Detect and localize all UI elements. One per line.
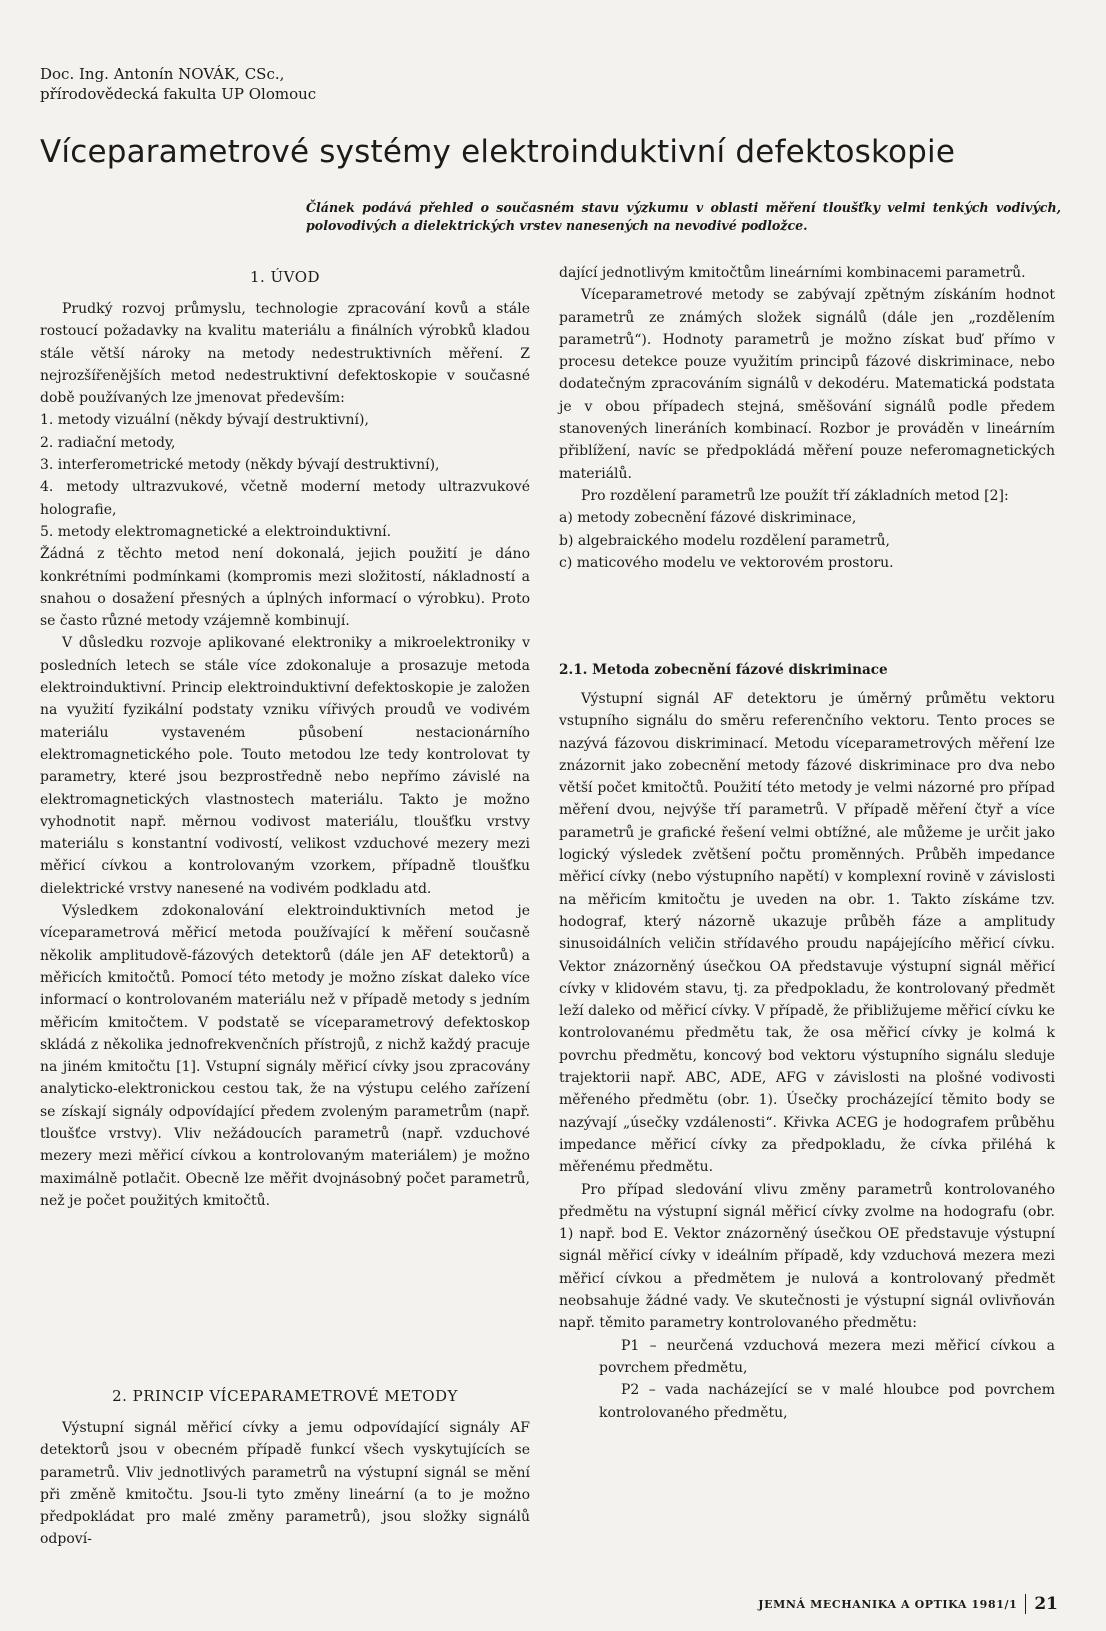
journal-name: JEMNÁ MECHANIKA A OPTIKA 1981/1 bbox=[758, 1597, 1018, 1611]
footer-divider bbox=[1025, 1594, 1026, 1614]
section-heading-intro: 1. ÚVOD bbox=[249, 268, 321, 286]
intro-block bbox=[40, 298, 530, 1212]
paragraph-multiparam: Víceparametrové metody se zabývají zpětným získáním hodnot parametrů ze známých složek signálů (dále jen „rozdělením parametrů“). Hodnoty parametrů je možno získat buď přímo v procesu detekce pouze využitím principů fázové diskriminace, nebo dodatečným zpracováním signálů v dekodéru. Matematická podstata je v obou případech stejná, směšování signálů podle předem stanovených lineráních kombinací. Rozbor je prováděn v lineárním přiblížení, navíc se předpokládá měření pouze neferomagnetických materiálů. bbox=[559, 287, 1055, 482]
param-item-1: P1 – neurčená vzduchová mezera mezi měřicí cívkou a povrchem předmětu, bbox=[599, 1337, 1055, 1376]
author-affiliation: přírodovědecká fakulta UP Olomouc bbox=[40, 85, 317, 103]
article-abstract: Článek podává přehled o současném stavu výzkumu v oblasti měření tloušťky velmi tenkých vodivých, polovodivých a dielektrických vrstev nanesených na nevodivé podložce. bbox=[306, 200, 1061, 233]
author-name: Doc. Ing. Antonín NOVÁK, CSc., bbox=[40, 65, 285, 83]
author-block bbox=[40, 64, 316, 104]
method-item-2: 2. radiační metody, bbox=[40, 434, 176, 451]
method-item-4-text: 4. metody ultrazvukové, včetně moderní metody ultrazvukové holografie, bbox=[40, 479, 530, 518]
paragraph-three-methods: Pro rozdělení parametrů lze použít tří základních metod [2]: bbox=[581, 487, 1009, 504]
paragraph-parameter-case: Pro případ sledování vlivu změny parametrů kontrolovaného předmětu na výstupní signál měřicí cívky zvolme na hodografu (obr. 1) např. bod E. Vektor znázorněný úsečkou OE představuje výstupní signál měřicí cívky v ideálním případě, kdy vzduchová mezera mezi měřicí cívkou a předmětem je nulová a kontrolovaný předmět neobsahuje žádné vady. Ve skutečnosti je výstupní signál ovlivňován např. těmito parametry kontrolovaného předmětu: bbox=[559, 1181, 1055, 1332]
method-item-4 bbox=[40, 476, 530, 521]
paragraph-output-signal: Výstupní signál měřicí cívky a jemu odpovídající signály AF detektorů jsou v obecném případě funkcí všech vyskytujících se parametrů. Vliv jednotlivých parametrů na výstupní signál se mění při změně kmitočtu. Jsou-li tyto změny lineární (a to je možno předpokládat pro malé změny parametrů), jsou složky signálů odpoví- bbox=[40, 1420, 530, 1548]
article-title: Víceparametrové systémy elektroinduktivní defektoskopie bbox=[40, 134, 956, 170]
paragraph-intro: Prudký rozvoj průmyslu, technologie zpracování kovů a stále rostoucí požadavky na kvalitu materiálu a finálních výrobků kladou stále větší nároky na metody nedestruktivních měření. Z nejrozšířenějších metod nedestruktivní defektoskopie v současné době používaných lze jmenovat především: bbox=[40, 301, 530, 407]
option-c: c) maticového modelu ve vektorovém prostoru. bbox=[559, 554, 894, 571]
principle-block bbox=[40, 1417, 530, 1551]
right-upper-block bbox=[559, 262, 1055, 574]
paragraph-none-perfect: Žádná z těchto metod není dokonalá, jejich použití je dáno konkrétními podmínkami (kompromis mezi složitostí, nákladností a snahou o dosažení přesných a úplných informací o výrobku). Proto se často různé metody vzájemně kombinují. bbox=[40, 546, 530, 630]
paragraph-result: Výsledkem zdokonalování elektroinduktivních metod je víceparametrová měřicí metoda používající k měření současně několik amplitudově-fázových detektorů (dále jen AF detektorů) a měřicích kmitočtů. Pomocí této metody je možno získat daleko více informací o kontrolovaném materiálu než v případě metody s jedním měřicím kmitočtem. V podstatě se víceparametrový defektoskop skládá z několika jednofrekvenčních přístrojů, z nichž každý pracuje na jiném kmitočtu [1]. Vstupní signály měřicí cívky jsou zpracovány analyticko-elektronickou cestou tak, že na výstupu celého zařízení se získají signály odpovídající předem zvoleným parametrům (např. tloušťce vrstvy). Vliv nežádoucích parametrů (např. vzduchové mezery mezi měřicí cívkou a kontrolovaným materiálem) je možno maximálně potlačit. Obecně lze měřit dvojnásobný počet parametrů, než je počet použitých kmitočtů. bbox=[40, 903, 530, 1209]
paragraph-development: V důsledku rozvoje aplikované elektroniky a mikroelektroniky v posledních letech se stále více zdokonaluje a prosazuje metoda elektroinduktivní. Princip elektroinduktivní defektoskopie je založen na využití fyzikální podstaty vzniku vířivých proudů ve vodivém materiálu vystaveném působení nestacionárního elektromagnetického pole. Touto metodou lze tedy kontrolovat ty parametry, které jsou bezprostředně nebo nepřímo závislé na elektromagnetických vlastnostech materiálu. Takto je možno vyhodnotit např. měrnou vodivost materiálu, tloušťku vrstvy materiálu s konstantní vodivostí, velikost vzduchové mezery mezi měřicí cívkou a kontrolovaným vzorkem, případně tloušťku dielektrické vrstvy nanesené na vodivém podkladu atd. bbox=[40, 635, 530, 897]
paragraph-af-detector: Výstupní signál AF detektoru je úměrný průmětu vektoru vstupního signálu do směru referenčního vektoru. Tento proces se nazývá fázovou diskriminací. Metodu víceparametrových měření lze znázornit jako zobecnění metody fázové diskriminace pro dva nebo větší počet kmitočtů. Použití této metody je velmi názorné pro případ měření dvou, nejvýše tří parametrů. V případě měření čtyř a více parametrů je grafické řešení velmi obtížné, ale můžeme je určit jako logický výsledek zvětšení počtu proměnných. Průběh impedance měřicí cívky (nebo výstupního napětí) v komplexní rovině v závislosti na měřicím kmitočtu je uveden na obr. 1. Takto získáme tzv. hodograf, který názorně ukazuje průběh fáze a amplitudy sinusoidálních veličin střídavého proudu napájejícího měřicí cívku. Vektor znázorněný úsečkou OA představuje výstupní signál měřicí cívky v klidovém stavu, tj. za předpokladu, že kontrolovaný předmět leží daleko od měřicí cívky. V případě, že přibližujeme měřicí cívku ke kontrolovanému předmětu tak, že osa měřicí cívky je kolmá k povrchu předmětu, koncový bod vektoru výstupního signálu sleduje trajektorii např. ABC, ADE, AFG v závislosti na plošné vodivosti měřeného předmětu (obr. 1). Úsečky procházející těmito body se nazývají „úsečky vzdálenosti“. Křivka ACEG je hodografem průběhu impedance měřicí cívky za předpokladu, že cívka přiléhá k měřenému předmětu. bbox=[559, 691, 1055, 1176]
param-item-2: P2 – vada nacházející se v malé hloubce pod povrchem kontrolovaného předmětu, bbox=[599, 1382, 1055, 1421]
option-b: b) algebraického modelu rozdělení parametrů, bbox=[559, 532, 890, 549]
method-item-5: 5. metody elektromagnetické a elektroinduktivní. bbox=[40, 523, 392, 540]
paragraph-continuation: dající jednotlivým kmitočtům lineárními kombinacemi parametrů. bbox=[559, 265, 1026, 281]
subsection-heading: 2.1. Metoda zobecnění fázové diskriminace bbox=[559, 662, 888, 678]
right-lower-block bbox=[559, 688, 1055, 1424]
method-item-1: 1. metody vizuální (někdy bývají destruktivní), bbox=[40, 412, 369, 429]
page-footer bbox=[758, 1594, 1058, 1614]
method-item-3: 3. interferometrické metody (někdy bývají destruktivní), bbox=[40, 457, 440, 474]
section-heading-principle: 2. PRINCIP VÍCEPARAMETROVÉ METODY bbox=[112, 1387, 458, 1405]
option-a: a) metody zobecnění fázové diskriminace, bbox=[559, 510, 857, 527]
page-number: 21 bbox=[1034, 1594, 1058, 1614]
